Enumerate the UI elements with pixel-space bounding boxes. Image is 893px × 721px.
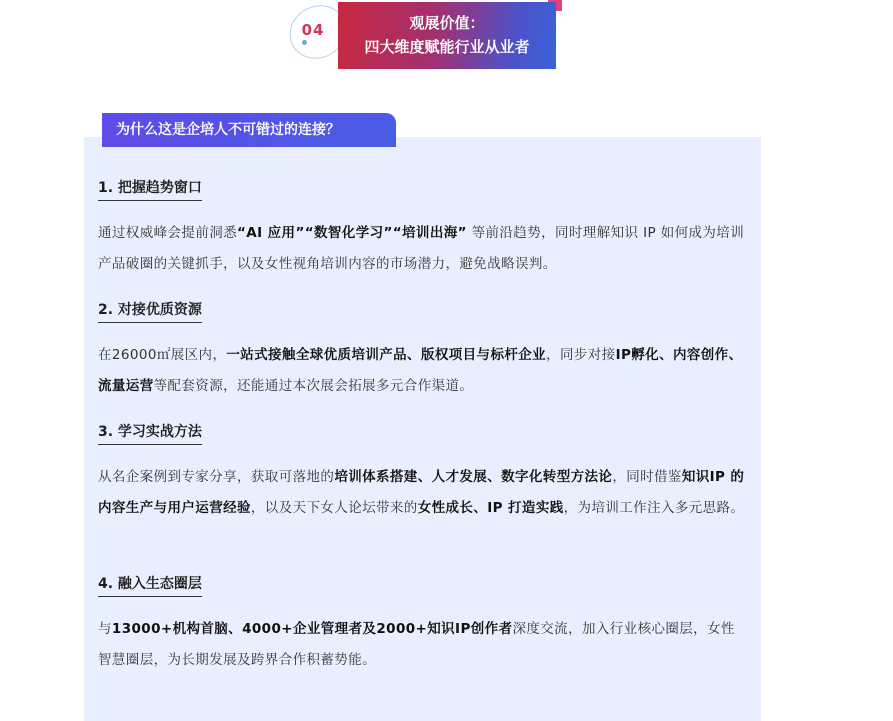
decorative-dot: [302, 40, 307, 45]
section-title-line2: 四大维度赋能行业从业者: [364, 38, 530, 56]
section-paragraph: 从名企案例到专家分享，获取可落地的培训体系搭建、人才发展、数字化转型方法论，同时借鉴知识IP 的内容生产与用户运营经验，以及天下女人论坛带来的女性成长、IP 打造实践，为培训工作注入多元思路。: [98, 469, 745, 516]
section-heading: 3. 学习实战方法: [98, 423, 202, 445]
section-number: 04: [301, 21, 325, 39]
section-heading: 1. 把握趋势窗口: [98, 179, 202, 201]
section-heading: 4. 融入生态圈层: [98, 575, 202, 597]
section-paragraph: 在26000㎡展区内，一站式接触全球优质培训产品、版权项目与标杆企业，同步对接IP孵化、内容创作、流量运营等配套资源，还能通过本次展会拓展多元合作渠道。: [98, 347, 743, 394]
section-paragraph: 通过权威峰会提前洞悉“AI 应用”“数智化学习”“培训出海” 等前沿趋势，同时理解知识 IP 如何成为培训产品破圈的关键抓手，以及女性视角培训内容的市场潜力，避免战略误判。: [98, 225, 745, 272]
section-title-box: [338, 2, 556, 69]
section-heading: 2. 对接优质资源: [98, 301, 202, 323]
question-tag: 为什么这是企培人不可错过的连接？: [102, 113, 396, 147]
section-paragraph: 与13000+机构首脑、4000+企业管理者及2000+知识IP创作者深度交流，加入行业核心圈层，女性智慧圈层，为长期发展及跨界合作积蓄势能。: [98, 621, 735, 668]
section-title-line1: 观展价值：: [409, 14, 485, 32]
